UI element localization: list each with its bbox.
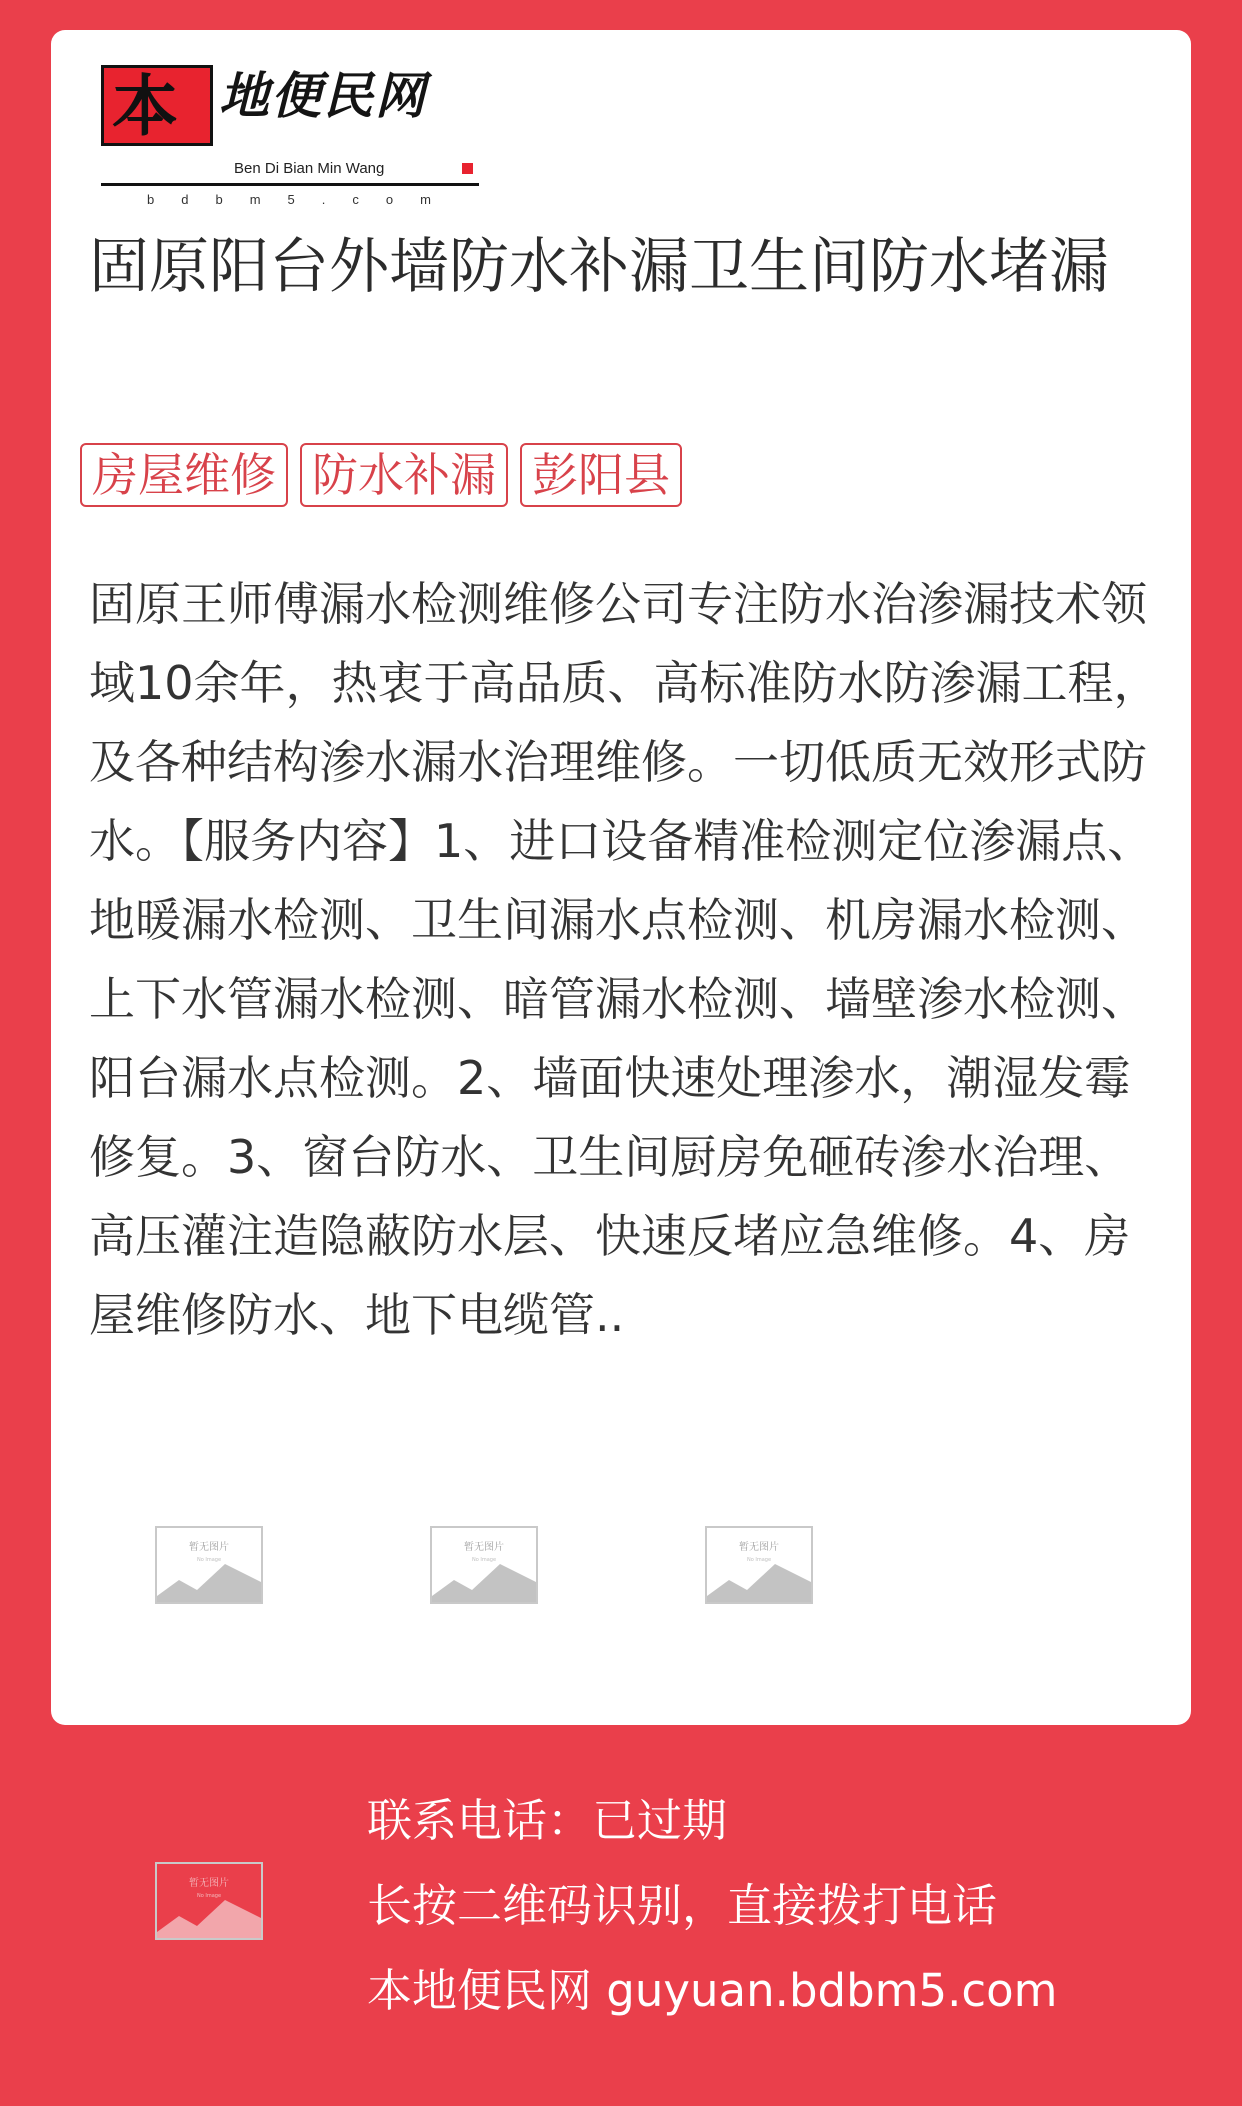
logo-pinyin: Ben Di Bian Min Wang: [234, 160, 385, 177]
svg-text:暂无图片: 暂无图片: [189, 1542, 229, 1553]
svg-text:暂无图片: 暂无图片: [464, 1542, 504, 1553]
image-placeholder[interactable]: [705, 1526, 813, 1604]
svg-text:暂无图片: 暂无图片: [739, 1542, 779, 1553]
logo-box-char: 本: [112, 67, 178, 145]
image-placeholder[interactable]: [430, 1526, 538, 1604]
no-image-icon: [432, 1528, 536, 1602]
tag-waterproof[interactable]: 防水补漏: [300, 443, 508, 507]
no-image-icon: [157, 1864, 261, 1938]
tag-list: [80, 443, 682, 507]
svg-text:No Image: No Image: [471, 1557, 497, 1563]
contact-info: [367, 1778, 1058, 2033]
logo-red-square: [462, 163, 473, 174]
no-image-icon: [157, 1528, 261, 1602]
logo-domain: bdbm5.com: [147, 192, 458, 207]
no-image-icon: [707, 1528, 811, 1602]
contact-hint: 长按二维码识别，直接拨打电话: [367, 1879, 998, 1932]
svg-text:No Image: No Image: [196, 1893, 222, 1899]
site-logo[interactable]: [101, 65, 501, 210]
svg-text:No Image: No Image: [746, 1557, 772, 1563]
svg-text:No Image: No Image: [196, 1557, 222, 1563]
description-text: 固原王师傅漏水检测维修公司专注防水治渗漏技术领域10余年，热衷于高品质、高标准防水防渗漏工程，及各种结构渗水漏水治理维修。一切低质无效形式防水。【服务内容】1、进口设备精准检测定位渗漏点、地暖漏水检测、卫生间漏水点检测、机房漏水检测、上下水管漏水检测、暗管漏水检测、墙壁渗水检测、阳台漏水点检测。2、墙面快速处理渗水，潮湿发霉修复。3、窗台防水、卫生间厨房免砸砖渗水治理、高压灌注造隐蔽防水层、快速反堵应急维修。4、房屋维修防水、地下电缆管..: [89, 577, 1160, 1342]
logo-script-text: 地便民网: [219, 66, 427, 125]
svg-text:暂无图片: 暂无图片: [189, 1878, 229, 1889]
tag-county[interactable]: 彭阳县: [520, 443, 682, 507]
content-card: [51, 30, 1191, 1725]
logo-divider: [101, 183, 479, 186]
contact-phone: 联系电话：已过期: [367, 1794, 728, 1847]
tag-house-repair[interactable]: 房屋维修: [80, 443, 288, 507]
qr-code-placeholder[interactable]: [155, 1862, 263, 1940]
page-title: 固原阳台外墙防水补漏卫生间防水堵漏: [89, 232, 1109, 302]
contact-site[interactable]: 本地便民网 guyuan.bdbm5.com: [367, 1964, 1058, 2017]
logo-red-box: [101, 65, 213, 146]
image-placeholder[interactable]: [155, 1526, 263, 1604]
